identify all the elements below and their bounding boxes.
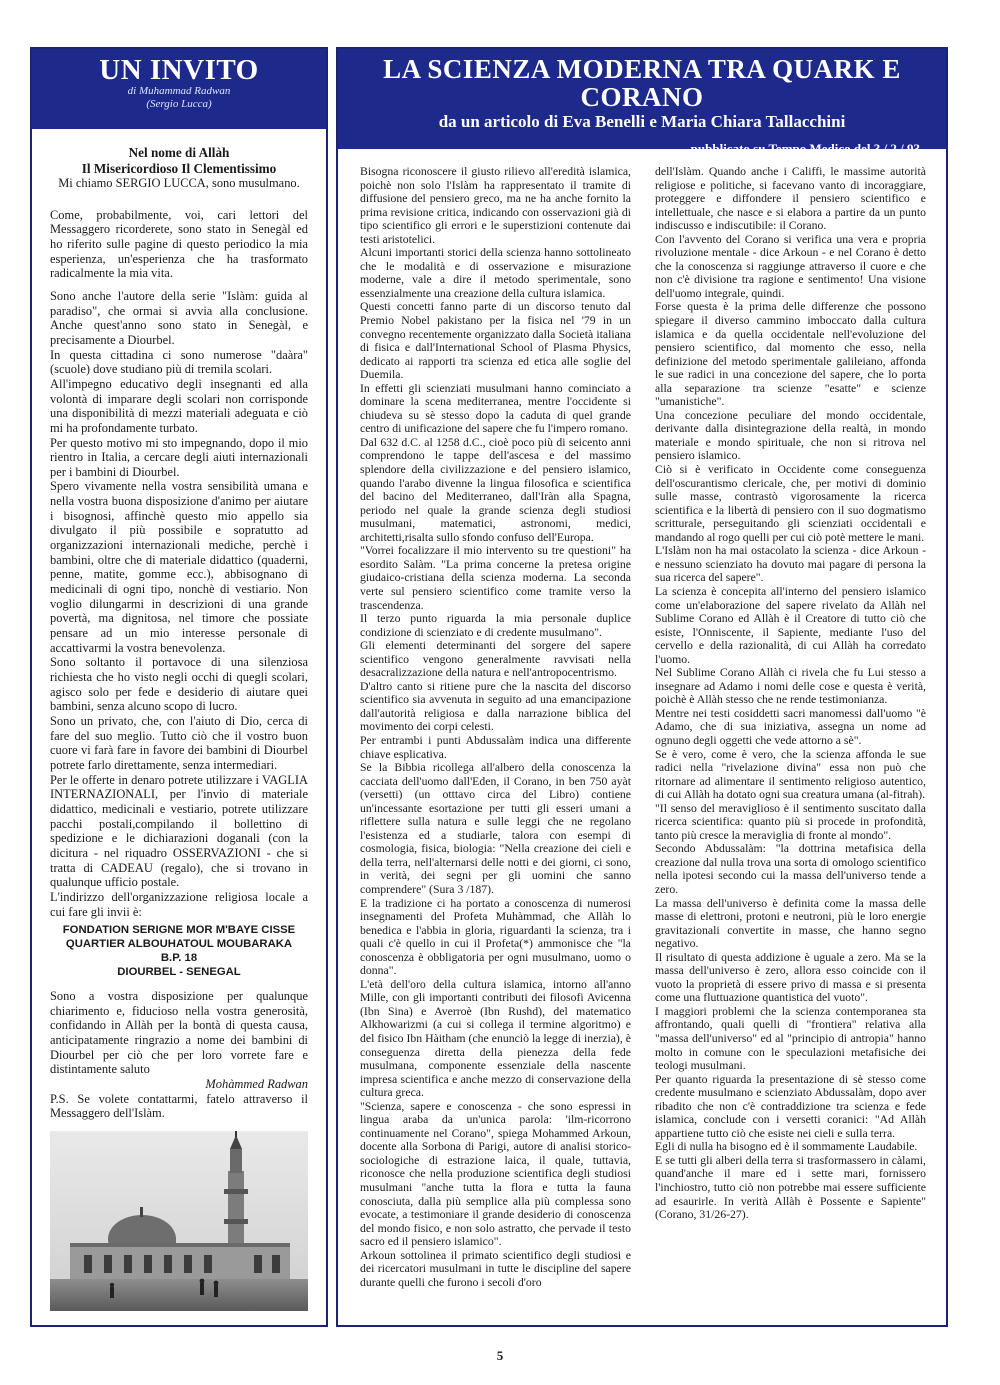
article-paragraph: Forse questa è la prima delle differenze che possono spiegare il diverso cammino imboccato dalla cultura islamica e da quella occidentale nell'evoluzione del pensiero scientifico, dal momento che esso, nella definizione del metodo sperimentale galileiano, affonda le sue radici in una concezione del sapere, che lo porta alla separazione tra scienze "esatte" e scienze "umanistiche". [655,300,926,409]
article-paragraph: "Vorrei focalizzare il mio intervento su tre questioni" ha esordito Salàm. "La prima concerne la pretesa origine giudaico-cristiana della scienza moderna. La seconda verte sul pensiero scientifico come tramite verso la trascendenza. [360,544,631,612]
article-columns [338,149,946,1289]
invito-intro-line1: Nel nome di Allàh [128,145,230,160]
article-paragraph: Se la Bibbia ricollega all'albero della conoscenza la cacciata dell'uomo dall'Eden, il Corano, in ben 750 ayàt (versetti) (un otttavo circa del Libro) contiene un'incessante esortazione per tutti gli esseri umani a riflettere sulla natura e sulle leggi che ne regolano l'esistenza ed a studiarle, talora con esempi di cosmologia, fisica, biologia: "Nella creazione dei cieli e della terra, nell'alternarsi delle notti e dei giorni, ci sono, in verità, dei segni per gli uomini che sanno comprendere" (Sura 3 /187). [360,761,631,896]
article-paragraph: E se tutti gli alberi della terra si trasformassero in càlami, quand'anche il mare ed i sette mari, fornissero l'inchiostro, tutto ciò non potrebbe mai essere sufficiente ad esaurirle. In verità Allàh è Possente e Sapiente" (Corano, 31/26-27). [655,1153,926,1222]
page-number: 5 [496,1348,504,1363]
article-paragraph: "Il senso del meraviglioso è il sentimento suscitato dalla ricerca scientifica: quanto più si procede in profondità, tanto più cresce la meraviglia di fronte al mondo". [655,801,926,842]
article-paragraph: Mentre nei testi cosiddetti sacri manomessi dall'uomo "è Adamo, che di sua iniziativa, assegna un nome ad ognuno degli oggetti che vede attorno a sè". [655,706,926,747]
invito-address [50,923,308,979]
invito-paragraph: Come, probabilmente, voi, cari lettori del Messaggero ricorderete, sono stato in Senegàl ed ho riferito sulle pagine di questo periodico la mia esperienza, un'esperienza che ha trasformato radicalmente la mia vita. [50,207,308,281]
article-paragraph: In effetti gli scienziati musulmani hanno cominciato a dominare la scena mediterranea, mentre l'occidente si chiudeva su sè stesso dopo la caduta di quel grande centro di unificazione del sapere che fu l'impero romano. [360,381,631,436]
mosque-photo [50,1131,308,1311]
invito-author-alias: (Sergio Lucca) [146,98,212,111]
article-column-1 [360,165,631,1289]
article-paragraph: Gli elementi determinanti del sorgere del sapere scientifico vengono generalmente ravvisati nella desacralizzazione della natura e nell'antropocentrismo. [360,639,631,680]
invito-ps: P.S. Se volete contattarmi, fatelo attraverso il Messaggero dell'Islàm. [50,1091,308,1121]
article-paragraph: La massa dell'universo è definita come la massa delle masse di elettroni, protoni e neutroni, più le loro energie gravitazionali convertite in masse, che hanno segno negativo. [655,896,926,951]
article-paragraph: D'altro canto si ritiene pure che la nascita del discorso scientifico sia avvenuta in seguito ad una emancipazione dall'autorità religiosa e dalla narrazione biblica del movimento dei corpi celesti. [360,679,631,734]
address-line: B.P. 18 [160,952,198,965]
invito-intro-line3: Mi chiamo SERGIO LUCCA, sono musulmano. [58,176,300,190]
article-paragraph: Il terzo punto riguarda la mia personale duplice condizione di scienziato e di credente musulmano". [360,612,631,639]
article-header [338,49,946,156]
invito-author: di Muhammad Radwan [127,85,231,98]
article-paragraph: La scienza è concepita all'interno del pensiero islamico come un'elaborazione del sapere rivelato da Allàh nel Sublime Corano ed Allàh è il Creatore di tutto ciò che esiste, l'Onniscente, il Sapiente, mediante l'uso del cervello e della razionalità, di cui Allàh ha corredato l'uomo. [655,584,926,666]
article-paragraph: Nel Sublime Corano Allàh ci rivela che fu Lui stesso a insegnare ad Adamo i nomi delle cose e questa è verità, poichè è Allàh stesso che ne rende testimonianza. [655,666,926,707]
invito-paragraph: Per le offerte in denaro potrete utilizzare i VAGLIA INTERNAZIONALI, per l'invio di materiale didattico, medicinali e vestiario, potrete utilizzare pacchi postali,compilando il bollettino di spedizione e le dichiarazioni doganali (con la dicitura - nel riquadro OSSERVAZIONI - che si tratta di CADEAU (regalo), che si trovano in qualunque ufficio postale. [50,772,308,890]
article-paragraph: Arkoun sottolinea il primato scientifico degli studiosi e dei ricercatori musulmani in tutte le discipline del sapere durante quelli che furono i secoli d'oro [360,1248,631,1289]
article-paragraph: "Scienza, sapere e conoscenza - che sono espressi in lingua araba da un'unica parola: 'ilm-ricorrono continuamente nel Corano", spiega Mohammed Arkoun, docente alla Sorbona di Parigi, autore di analisi storico-sociologiche di estrazione laica, il quale, tuttavia, riconosce che nella produzione scientifica degli studiosi musulmani "anche tutta la flora e tutta la fauna conosciuta, dalla più semplice alla più complessa sono evocate, a testimoniare il grande desiderio di conoscenza del mondo fisico, e non solo astratto, che pervade il testo sacro ed il pensiero islamico". [360,1099,631,1249]
invito-paragraph: In questa cittadina ci sono numerose "daàra" (scuole) dove studiano più di tremila scolari. [50,347,308,377]
article-paragraph: Alcuni importanti storici della scienza hanno sottolineato che le modalità e di osservazione e misurazione moderne, vale a dire il metodo sperimentale, sono essenzialmente una creazione della cultura islamica. [360,246,631,300]
article-paragraph: Con l'avvento del Corano si verifica una vera e propria rivoluzione mentale - dice Arkoun - e nel Corano è detto che la conoscenza si raggiunge attraverso il cuore e che non c'è divisione tra ragione e sentimento! Una visione dell'uomo integrale, quindi. [655,232,926,300]
invito-paragraph: Per questo motivo mi sto impegnando, dopo il mio rientro in Italia, a cercare degli aiuti internazionali per i bambini di Diourbel. [50,435,308,479]
article-paragraph: Bisogna riconoscere il giusto rilievo all'eredità islamica, poichè non solo l'Islàm ha rappresentato il tramite di diffusione del pensiero greco, ma ne ha anche fornito la prima revisione critica, indicando con osservazioni già di tipo scientifico gli errori e le superstizioni contenute dai testi aristotelici. [360,165,631,246]
address-line: DIOURBEL - SENEGAL [117,966,241,979]
article-paragraph: Per entrambi i punti Abdussalàm indica una differente chiave esplicativa. [360,733,631,761]
article-paragraph: Se è vero, come è vero, che la scienza affonda le sue radici nella "rivelazione divina" essa non può che ritornare ad alimentare il sentimento religioso autentico, di cui Allàh ha dotato ogni sua creatura umana (al-fitrah). [655,747,926,802]
invito-paragraph: Sono un privato, che, con l'aiuto di Dio, cerca di fare del suo meglio. Tutto ciò che il vostro buon cuore vi farà fare in favore dei bambini di Diourbel potrete farlo direttamente, senza intermediari. [50,713,308,772]
article-paragraph: I maggiori problemi che la scienza contemporanea sta affrontando, quali quelli di "frontiera" relativa alla "massa dell'universo" ed al "principio di antropia" hanno molto in comune con le speculazioni metafisiche dei teologi musulmani. [655,1004,926,1073]
article-paragraph: Secondo Abdussalàm: "la dottrina metafisica della creazione dal nulla trova una sorta di omologo scientifico nella ipotesi secondo cui la massa dell'universo tende a zero. [655,842,926,896]
article-paragraph: L'età dell'oro della cultura islamica, intorno all'anno Mille, con gli importanti contributi dei filosofi Avicenna (Ibn Sina) e Averroè (Ibn Rushd), del matematico Alkhowarizmi (a cui si collega il termine algoritmo) e del fisico Ibn Hàitham (che enunciò la legge di inerzia), è conseguenza diretta della pienezza della fede musulmana, componente essenziale della nascente impresa scientifica e anche mezzo di conservazione della cultura greca. [360,977,631,1100]
article-publication: pubblicato su Tempo Medico del 3 / 2 / 93 [690,140,920,156]
address-line: QUARTIER ALBOUHATOUL MOUBARAKA [65,938,293,951]
article-column-2 [655,165,926,1289]
invito-signature: Mohàmmed Radwan [205,1077,308,1092]
article-paragraph: L'Islàm non ha mai ostacolato la scienza - dice Arkoun - e nessuno scienziato ha dovuto mai pagare di persona la sua ricerca del sapere". [655,544,926,585]
invito-body [32,129,326,1311]
article-paragraph: Ciò si è verificato in Occidente come conseguenza dell'oscurantismo clericale, che, per motivi di dominio sulle masse, contrastò vigorosamente la ricerca scientifica e la libertà di pensiero con il suo dogmatismo scritturale, perseguitando gli scienziati occidentali e mandando al rogo quelli per cui ciò potè mettere le mani. [655,463,926,544]
article-paragraph: dell'Islàm. Quando anche i Califfi, le massime autorità religiose e politiche, si facevano vanto di incoraggiare, proteggere e diffondere il pensiero scientifico e intellettuale, che nasce e si elabora a partire da un punto indiscusso e indiscutibile: il Corano. [655,165,926,233]
article-paragraph: Il risultato di questa addizione è uguale a zero. Ma se la massa dell'universo è zero, allora esso coincide con il vuoto la proprietà di essere privo di massa e si presenta come una fluttuazione quantistica del vuoto". [655,950,926,1005]
invito-header [32,49,326,129]
mosque-image [50,1131,308,1311]
invito-intro-line2: Il Misericordioso Il Clementissimo [81,160,277,176]
article-paragraph: Dal 632 d.C. al 1258 d.C., cioè poco più di seicento anni comprendono le tappe dell'ascesa e del massimo splendore della civilizzazione e del pensiero islamico, quando l'arabo divenne la lingua filosofica e scientifica del bacino del Mediterraneo, dall'Iràn alla Spagna, periodo nel quale la grande scienza degli studiosi musulmani, matematici, astronomi, medici, architetti,risalta sullo sfondo confuso dell'Europa. [360,435,631,544]
article-paragraph: E la tradizione ci ha portato a conoscenza di numerosi insegnamenti del Profeta Muhàmmad, che Allàh lo benedica e l'abbia in gloria, riguardanti la scienza, tra i quali c'è quello in cui il Profeta(*) ammonisce che "la conoscenza è obbligatoria per ogni musulmano, uomo o donna". [360,896,631,978]
invito-paragraph: Sono soltanto il portavoce di una silenziosa richiesta che ho visto negli occhi di quegli scolari, agisco solo per fede e desiderio di aiutare quei bambini, senza alcuno scopo di lucro. [50,655,308,714]
article-paragraph: Egli di nulla ha bisogno ed è il sommamente Laudabile. [655,1140,918,1154]
article-panel [336,47,948,1327]
invito-paragraph: Sono anche l'autore della serie "Islàm: guida al paradiso", che ormai si avvia alla conclusione. Anche quest'anno sono stato in Senegàl, e precisamente a Diourbel. [50,288,308,347]
article-subtitle: da un articolo di Eva Benelli e Maria Chiara Tallacchini [438,111,846,131]
article-paragraph: Una concezione peculiare del mondo occidentale, derivante dalla disintegrazione della realtà, in mondo materiale e mondo spirituale, che non si ritrova nel pensiero islamico. [655,408,926,463]
invito-paragraph: L'indirizzo dell'organizzazione religiosa locale a cui fare gli invii è: [50,889,308,919]
article-paragraph: Questi concetti fanno parte di un discorso tenuto dal Premio Nobel pakistano per la fisica nel '79 in un convegno recentemente organizzato dalla Società italiana di fisica e dall'International School of Plasma Physics, dedicato ai rapporti tra scienza ed etica alle soglie del Duemila. [360,300,631,382]
invito-closing: Sono a vostra disposizione per qualunque chiarimento e, fiducioso nella vostra generosità, confidando in Allàh per la bontà di questa causa, anticipatamente ringrazio a nome dei bambini di Diourbel per ciò che per loro vorrete fare e distintamente saluto [50,989,308,1077]
article-paragraph: Per quanto riguarda la presentazione di sè stesso come credente musulmano e scienziato Abdussalàm, dopo aver ribadito che non c'è contraddizione tra scienza e fede islamica, conclude con i versetti coranici: "Ad Allàh appartiene tutto ciò che esiste nei cieli e sulla terra. [655,1072,926,1140]
address-line: FONDATION SERIGNE MOR M'BAYE CISSE [62,924,296,937]
invito-paragraph: Spero vivamente nella vostra sensibilità umana e nella vostra buona disposizione d'animo per aiutare i bisognosi, affinchè questo mio appello sia divulgato il più possibile e sopratutto ad organizzazioni internazionali mediche, perchè i bambini, oltre che di materiale didattico (quaderni, penne, matite, gomme ecc.), abbisognano di medicinali di ogni tipo, nonchè di vestiario. Non voglio dilungarmi in descrizioni di una grande povertà, ma dignitosa, nel timore che possiate pensare ad un mio interesse personale di accattivarmi la vostra benevolenza. [50,479,308,655]
invito-paragraph: All'impegno educativo degli insegnanti ed alla volontà di imparare degli scolari non corrisponde una disponibilità di mezzi materiali adeguata e ciò mi ha profondamente turbato. [50,376,308,435]
invito-panel [30,47,328,1327]
article-title: LA SCIENZA MODERNA TRA QUARK E CORANO [383,54,901,113]
invito-title: UN INVITO [99,54,259,86]
